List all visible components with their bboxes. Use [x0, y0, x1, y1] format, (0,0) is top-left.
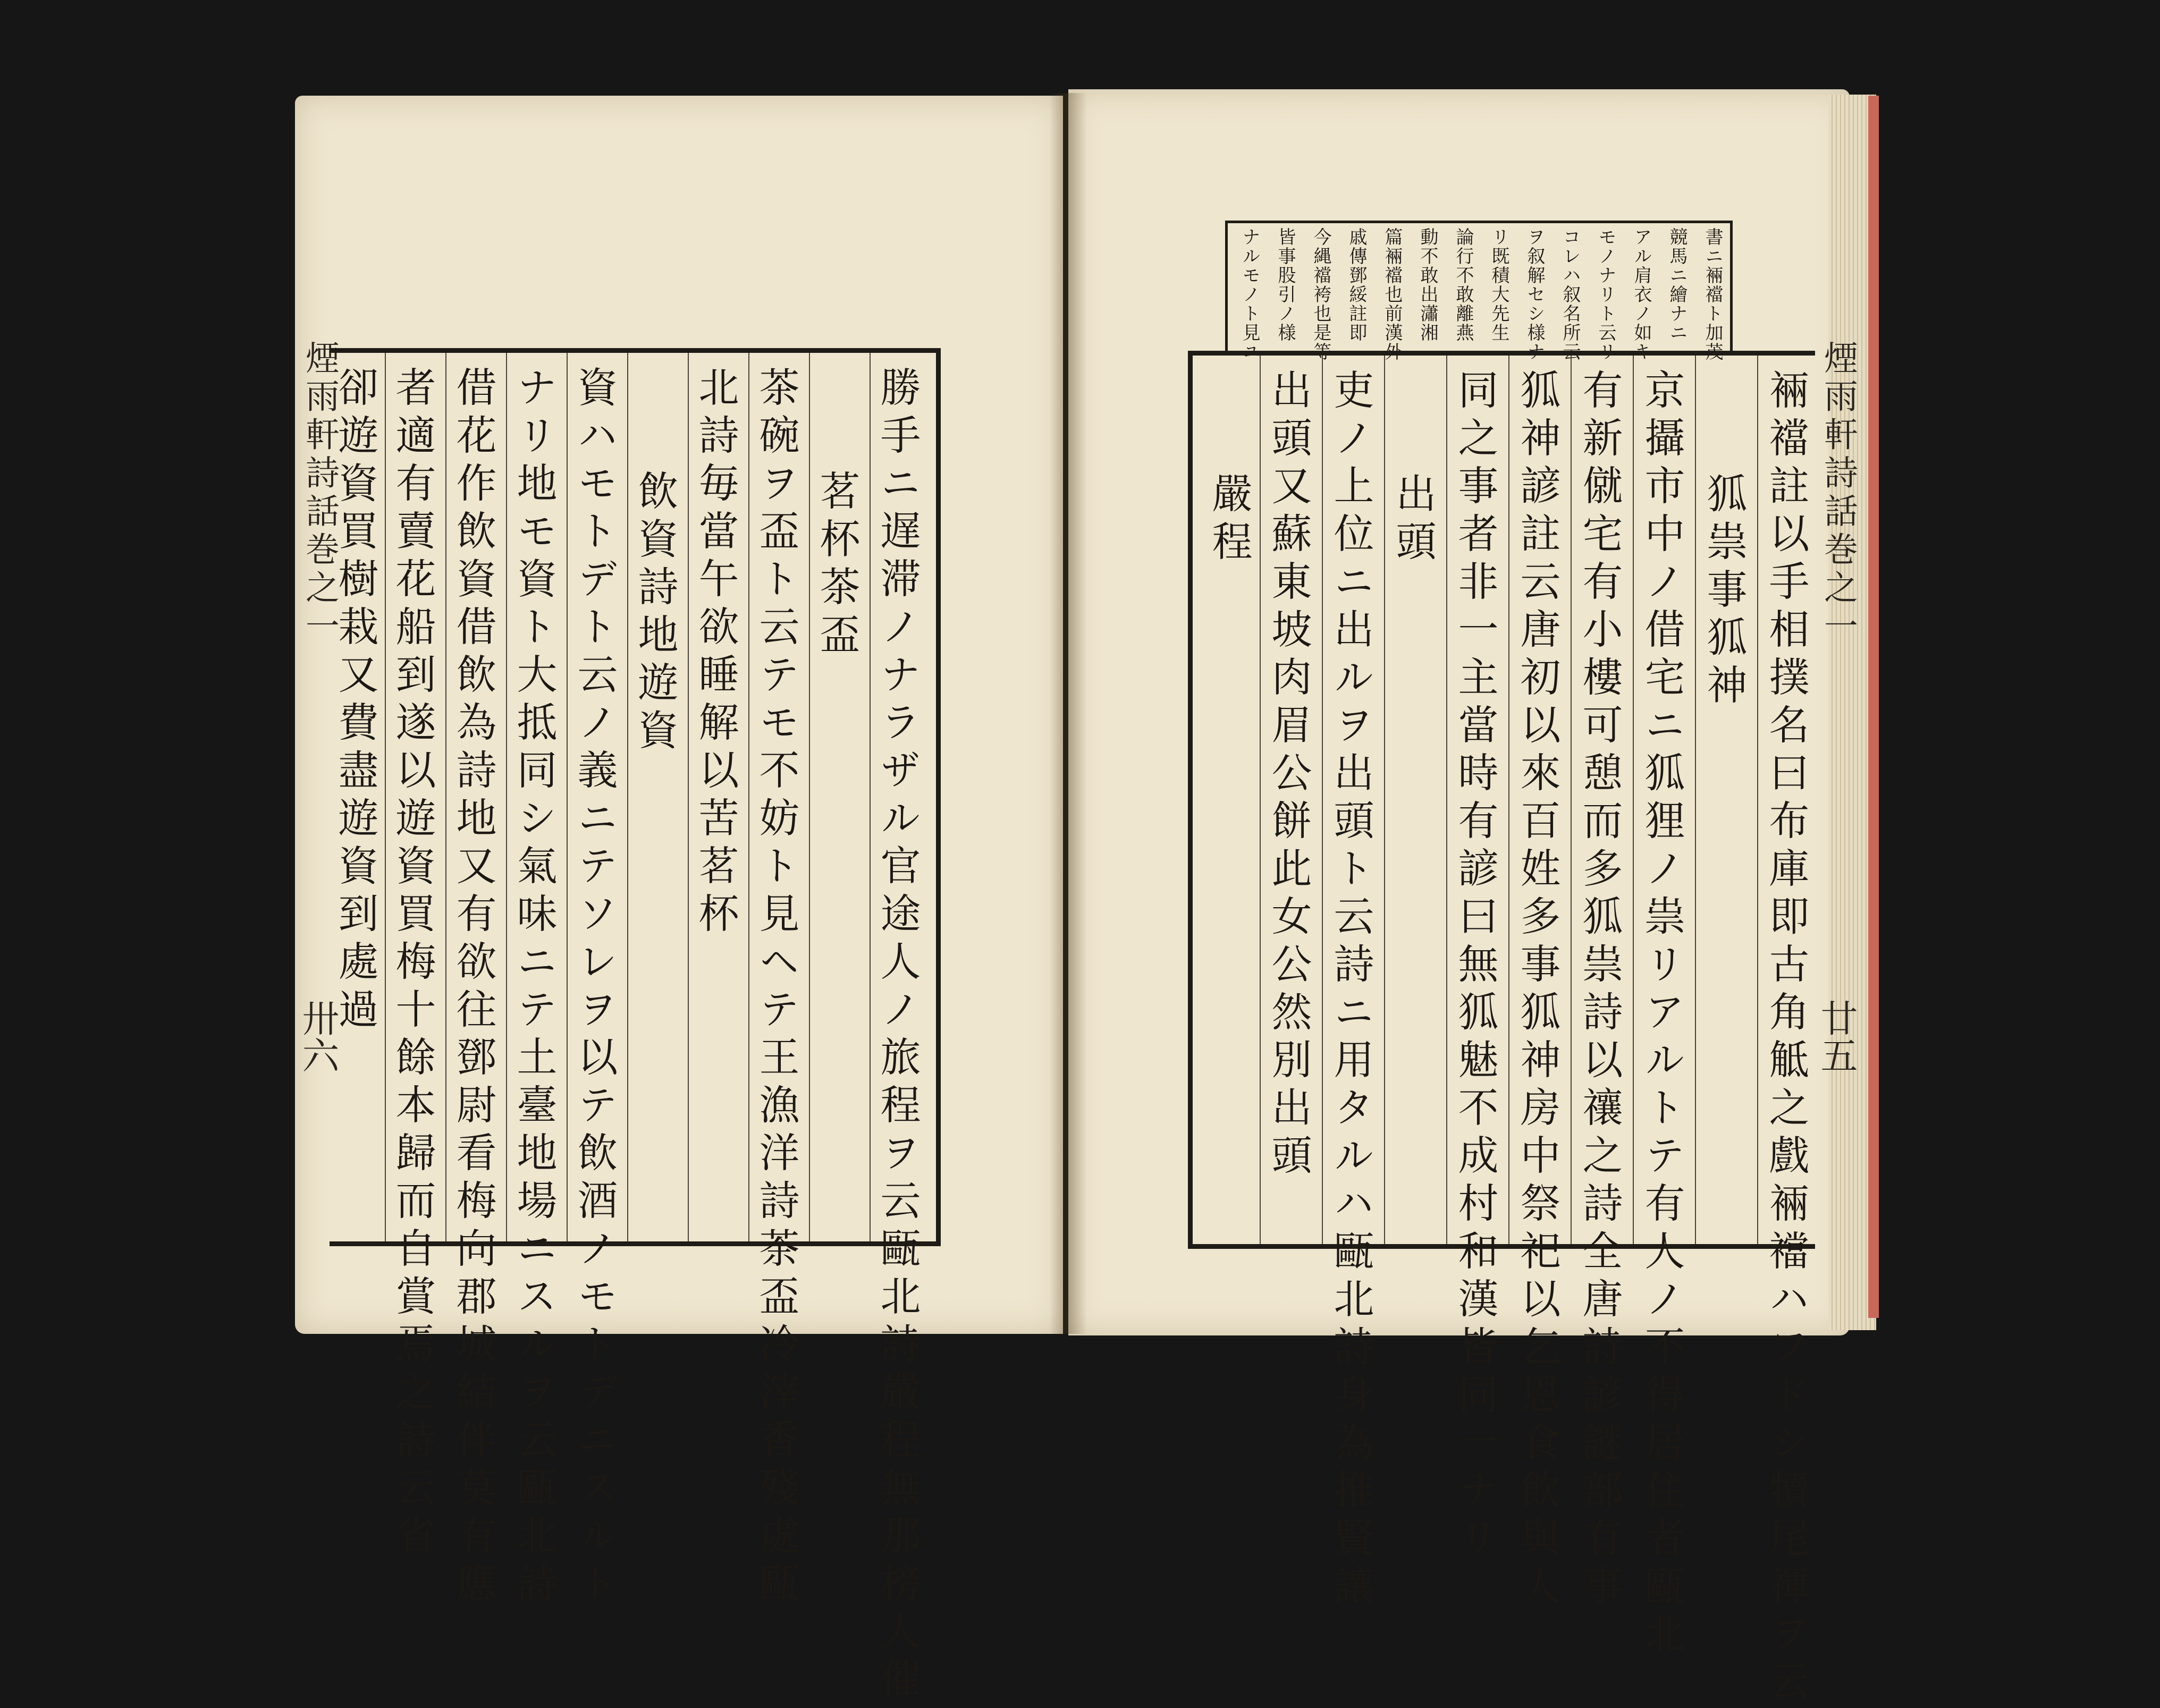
headnote-line-1: 書ニ裲襠ト加茂	[1702, 227, 1723, 361]
headnote-line-3: アル肩衣ノ如キ	[1631, 227, 1652, 361]
left-col-10: 卻遊資買樹栽又費盡遊資到處過	[332, 366, 379, 1036]
right-text-frame	[1188, 351, 1815, 1708]
right-col-1: 裲襠註以手相撲名曰布庫即古角觝之戲裲襠ハフドシ犢尾褌ヲ云	[1762, 369, 1810, 1708]
right-col-6: 同之事者非一主當時有諺曰無狐魅不成村和漢皆同一ナリ	[1452, 369, 1499, 1565]
red-page-edge	[1868, 96, 1879, 1318]
headnote-line-8: 論行不敢離燕	[1453, 227, 1474, 342]
right-folio: 廿五	[1815, 999, 1858, 1073]
headnote-line-13: 皆事股引ノ様	[1275, 227, 1296, 342]
left-col-8: 借花作飲資借飲為詩地又有欲往鄧尉看梅向郡城結伴莫有應	[450, 366, 497, 1610]
headnote-line-11: 戚傳鄧綏註即	[1346, 227, 1367, 342]
left-margin-title: 煙雨軒詩話巻之一	[300, 340, 339, 646]
left-col-1: 勝手ニ遅滞ノナラザル官途人ノ旅程ヲ云甌北詩嚴程無那榜人催	[874, 366, 921, 1705]
right-col-7: 出頭	[1389, 472, 1437, 568]
headnote-line-2: 競馬ニ繪ナニ	[1666, 227, 1688, 342]
headnote-line-14: ナルモノト見ユ	[1239, 227, 1260, 361]
left-col-3: 茶碗ヲ盃ト云テモ不妨ト見ヘテ王漁洋詩茶盃冷滓香殘處甌	[753, 366, 800, 1610]
right-col-2: 狐祟事狐神	[1700, 472, 1748, 712]
headnote-line-5: コレハ叙名所云	[1559, 227, 1581, 361]
right-margin-title: 煙雨軒詩話巻之一	[1818, 340, 1858, 646]
right-col-4: 有新僦宅有小樓可憩而多狐祟詩以禳之詩全唐詩諺謎部有事	[1576, 369, 1623, 1612]
left-col-7: ナリ地モ資ト大抵同シ氣味ニテ土臺地場ニスルヲ云甌北詩	[510, 366, 558, 1610]
left-col-6: 資ハモトデト云ノ義ニテソレヲ以テ飲酒ノモトデニスルト	[571, 366, 618, 1610]
right-col-5: 狐神諺註云唐初以來百姓多事狐神房中祭祀以乞恩食飲與人	[1514, 369, 1561, 1612]
headnote-line-9: 動不敢出瀟湘	[1417, 227, 1438, 342]
headnote-line-6: ヲ叙解セシ様ナ	[1524, 227, 1545, 361]
headnote-line-4: モノナリト云リ	[1595, 227, 1616, 361]
headnote-frame	[1225, 221, 1733, 361]
left-col-9: 者適有賣花船到遂以遊資買梅十餘本歸而自賞焉之詩云省	[389, 366, 436, 1562]
right-col-10: 嚴程	[1205, 472, 1253, 568]
left-col-5: 飲資詩地遊資	[631, 470, 679, 757]
right-col-3: 京攝市中ノ借宅ニ狐狸ノ祟リアルトテ有人ノ不得居住者甌北	[1638, 369, 1685, 1660]
headnote-line-7: リ既積大先生	[1488, 227, 1509, 342]
headnote-line-12: 今縄襠袴也是等	[1310, 227, 1331, 361]
book-gutter	[1050, 93, 1087, 1334]
left-folio: 卅六	[296, 999, 340, 1073]
left-col-2: 茗杯茶盃	[813, 470, 860, 661]
right-col-9: 出頭又蘇東坡肉眉公餅此女公然別出頭	[1265, 369, 1312, 1182]
headnote-line-10: 篇裲襠也前漢外	[1381, 227, 1403, 361]
right-col-8: 吏ノ上位ニ出ルヲ出頭ト云詩ニ用タルハ甌北詩身為推賢讓	[1327, 369, 1374, 1612]
left-col-4: 北詩毎當午欲睡解以苦茗杯	[692, 366, 739, 940]
left-text-frame	[330, 348, 941, 1705]
